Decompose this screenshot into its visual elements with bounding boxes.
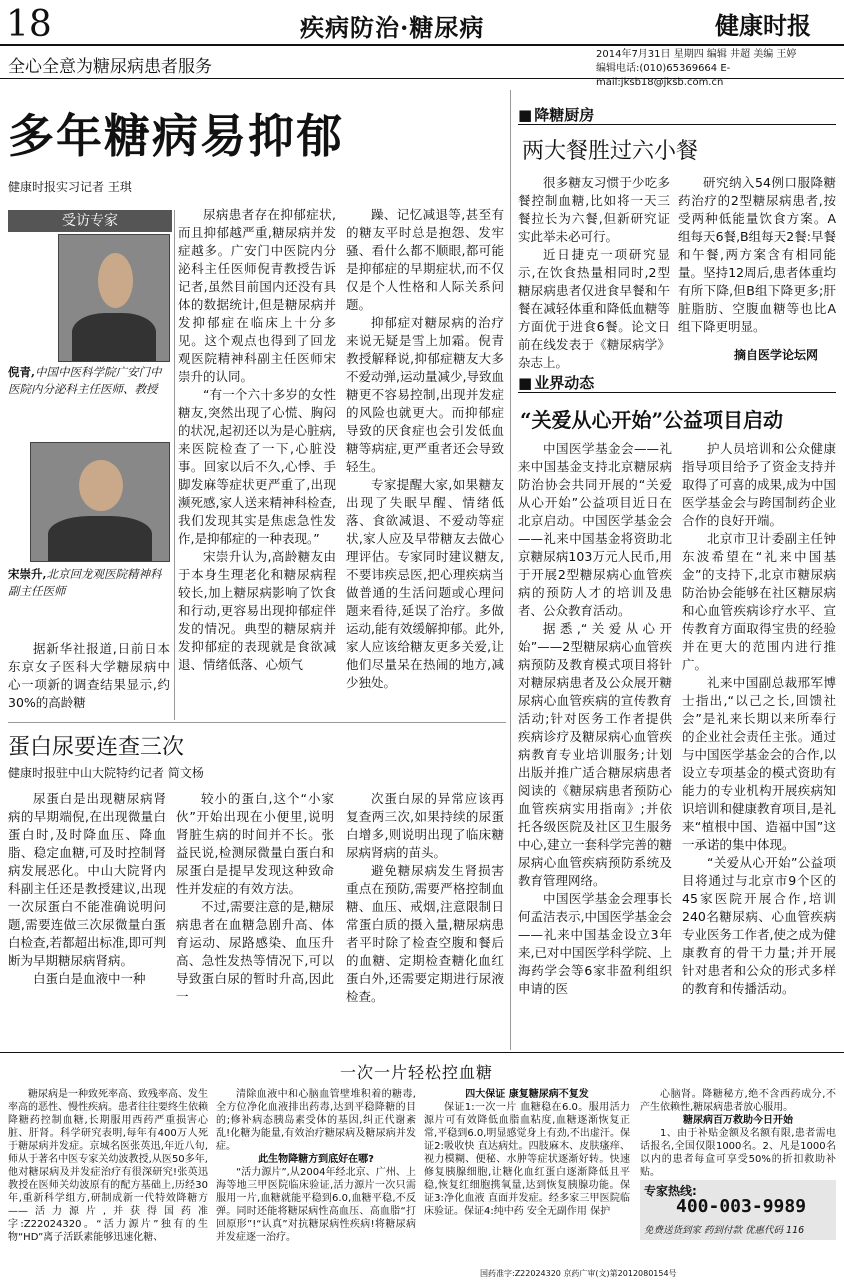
kitchen-col1: 很多糖友习惯于少吃多餐控制血糖,比如将一天三餐拉长为六餐,但新研究证实此举未必可行。 近日捷克一项研究显示,在饮食热量相同时,2型糖尿病患者仅进食早餐和午餐在减轻体重和降低血糖等方面优于进食6餐。论文日前在线发表于《糖尿病学》杂志上。 (518, 175, 670, 370)
industry-rule (518, 392, 836, 393)
section-rule (8, 722, 506, 723)
expert2-title: 北京回龙观医院精神科副主任医师 (8, 567, 162, 598)
kitchen-credit: 摘自医学论坛网 (734, 348, 819, 362)
protein-byline: 健康时报驻中山大院特约记者 简文杨 (8, 766, 204, 780)
hotline-box (640, 1180, 836, 1240)
ad-col3: 四大保证 康复糖尿病不复发 保证1:一次一片 血糖稳在6.0。服用活力源片可有效降低血脂血粘度,血糖逐渐恢复正常,平稳到6.0,明显感觉身上有劲,不出虚汗。保证2:吸收快 直达病灶。四肢麻木、皮肤瘙痒、视力模糊、便秘、水肿等症状逐渐好转。快速修复胰腺细胞,让糖化血红蛋白逐渐降低且平稳,恢复红细胞携氧量,达到恢复胰腺功能。保证3:净化血液 直面并发症。经多家三甲医院临床验证。保证4:纯中药 安全无副作用 保护 (424, 1089, 630, 1217)
expert-label: 受访专家 (8, 210, 172, 232)
main-col3: 躁、记忆减退等,甚至有的糖友平时总是抱怨、发牢骚、看什么都不顺眼,都可能是抑郁症的早期症状,而不仅仅是个人性格和人际关系问题。 抑郁症对糖尿病的治疗来说无疑是雪上加霜。倪青教授解释说,抑郁症糖友大多不爱动弹,运动量减少,导致血糖更不容易控制,出现并发症的风险也就更大。而抑郁症导致的厌食症也会引发低血糖等病症,更严重者还会导致轻生。 专家提醒大家,如果糖友出现了失眠早醒、情绪低落、食欲减退、不爱动等症状,家人应及早带糖友去做心理评估。专家同时建议糖友,不要讳疾忌医,把心理疾病当做普通的生活问题或心理问题来看待,延误了治疗。多做运动,能有效缓解抑郁。此外,家人应该给糖友更多关爱,让他们尽量呆在热闹的地方,减少独处。 (346, 207, 504, 690)
hotline-label: 专家热线: (644, 1184, 697, 1198)
ad-col4: 心脑肾。降糖秘方,绝不含西药成分,不产生依赖性,糖尿病患者放心服用。 糖尿病百万救助今日开始 1、由于补贴金额及名额有限,患者需电话报名,全国仅限1000名。2、凡是1000名以内的患者每盒可享受50%的折扣救助补贴。 (640, 1089, 836, 1178)
protein-headline: 蛋白尿要连查三次 (8, 735, 185, 760)
ad-rule (0, 1052, 844, 1053)
expert1-title: 中国中医科学院广安门中医院内分泌科主任医师、教授 (8, 365, 162, 396)
expert2-photo (30, 442, 170, 562)
section-title: 疾病防治·糖尿病 (300, 13, 485, 42)
protein-col1: 尿蛋白是出现糖尿病肾病的早期端倪,在出现微量白蛋白时,及时降血压、降血脂、稳定血糖,可及时控制肾病发展恶化。中山大院肾内科副主任还是教授建议,出现一次尿蛋白不能准确说明问题,需要连做三次尿微量白蛋白检查,若都超出标准,即可判断为早期糖尿病肾病。 白蛋白是血液中一种 (8, 791, 166, 986)
masthead-logo: 健康时报 (715, 11, 811, 40)
industry-col2: 护人员培训和公众健康指导项目给予了资金支持并取得了可喜的成果,成为中国医学基金会与跨国制药企业合作的良好开端。 北京市卫计委副主任钟东波希望在“礼来中国基金”的支持下,北京市糖尿病防治协会能够在社区糖尿病和心血管疾病诊疗水平、宣传教育方面取得宝贵的经验并在更大的范围内进行推广。 礼来中国副总裁邢军博士指出,“以己之长,回馈社会”是礼来长期以来所奉行的企业社会责任主张。通过与中国医学基金会的合作,以设立专项基金的模式资助有能力的专业机构开展疾病知识培训和健康教育项目,是礼来“植根中国、造福中国”这一承诺的集中体现。 “关爱从心开始”公益项目将通过与北京市9个区的45家医院开展合作,培训240名糖尿病、心血管疾病专业医务工作者,使之成为健康教育的骨干力量;并开展针对患者和公众的形式多样的教育和传播活动。 (682, 441, 836, 996)
ad-col2: 清除血液中和心脑血管壁堆积着的糖毒,全方位净化血液排出药毒,达到平稳降糖的目的;修补病态胰岛素受体的基因,纠正代谢紊乱!化糖为能量,有效治疗糖尿病及糖尿病并发症。 此生物降糖方到底好在哪? “活力源片”,从2004年经北京、广州、上海等地三甲医院临床验证,活力源片一次只需服用一片,血糖就能平稳到6.0,血糖平稳,不反弹。同时还能将糖尿病性高血压、高血脂“打回原形”!“认真”对抗糖尿病性疾病!将糖尿病并发症逐一治疗。 (216, 1089, 416, 1243)
kitchen-col2: 研究纳入54例口服降糖药治疗的2型糖尿病患者,按受两种低能量饮食方案。A组每天6餐,B组每天2餐:早餐和午餐,两方案含有相同能量。坚持12周后,患者体重均有所下降,但B组下降更多;肝脏脂肪、空腹血糖等也比A组下降更明显。 (678, 175, 836, 334)
expert1-name: 倪青, (8, 365, 36, 379)
header-rule-bottom (0, 78, 844, 79)
hotline-number: 400-003-9989 (676, 1196, 807, 1217)
header-rule (0, 44, 844, 46)
ad-col1: 糖尿病是一种致死率高、致残率高、发生率高的恶性、慢性疾病。患者往往要终生依赖降糖药控制血糖,长期服用西药严重损害心脏、肝肾。科学研究表明,每年有400万人死于糖尿病并发症。京城名医张英迅,年近八旬,师从于著名中医专家关幼波教授,从医50多年,他对糖尿病及并发症治疗有很深研究!张英迅教授在医师关幼波原有的配方基础上,历经30年,重新科学组方,研制成新一代特效降糖方——活力源片,并获得国药准字:Z22024320。“活力源片”独有的生物“HD”离子活跃素能够迅速化糖、 (8, 1089, 208, 1243)
ad-title: 一次一片轻松控血糖 (340, 1063, 494, 1082)
main-col1: 据新华社报道,日前日本东京女子医科大学糖尿病中心一项新的调查结果显示,约30%的高龄糖 (8, 641, 170, 710)
main-headline: 多年糖病易抑郁 (8, 109, 344, 163)
hotline-note: 免费送货到家 药到付款 优惠代码 116 (644, 1225, 805, 1236)
date-line: 2014年7月31日 星期四 编辑 井超 美编 王婷 (596, 49, 797, 60)
industry-title: “关爱从心开始”公益项目启动 (520, 408, 784, 432)
kitchen-title: 两大餐胜过六小餐 (522, 139, 699, 164)
slogan: 全心全意为糖尿病患者服务 (8, 57, 212, 77)
kitchen-section-label: ■ 降糖厨房 (518, 104, 594, 125)
date-info (596, 48, 844, 90)
industry-section-label: ■ 业界动态 (518, 372, 594, 393)
expert1-caption (8, 364, 172, 398)
expert2-name: 宋崇升, (8, 567, 47, 581)
protein-col3: 次蛋白尿的异常应该再复查两三次,如果持续的尿蛋白增多,则说明出现了临床糖尿病肾病的苗头。 避免糖尿病发生肾损害重点在预防,需要严格控制血糖、血压、戒烟,注意限制日常蛋白质的摄入量,糖尿病患者平时除了检查空腹和餐后的血糖、定期检查糖化血红蛋白外,还需要定期进行尿液检查。 (346, 791, 504, 1004)
main-byline: 健康时报实习记者 王琪 (8, 180, 132, 194)
column-rule (174, 210, 175, 720)
main-col2: 尿病患者存在抑郁症状,而且抑郁越严重,糖尿病并发症越多。广安门中医院内分泌科主任医师倪青教授告诉记者,虽然目前国内还没有具体的数据统计,但是糖尿病并发抑郁症在临床上十分多见。这个观点也得到了回龙观医院精神科副主任医师宋崇升的认同。 “有一个六十多岁的女性糖友,突然出现了心慌、胸闷的状况,起初还以为是心脏病,来医院检查了一下,心脏没事。回家以后不久,心悸、手脚发麻等症状更严重了,出现濒死感,家人送来精神科检查,我们发现其实是焦虑急性发作,是抑郁症的一种表现。” 宋崇升认为,高龄糖友由于本身生理老化和糖尿病程较长,加上糖尿病影响了饮食和行动,更容易出现抑郁症伴发的情况。典型的糖尿病并发抑郁症的表现就是食欲减退、情绪低落、心烦气 (178, 207, 336, 672)
page-number: 18 (6, 4, 52, 45)
expert2-caption (8, 566, 172, 600)
kitchen-rule (518, 124, 836, 125)
protein-col2: 较小的蛋白,这个“小家伙”开始出现在小便里,说明肾脏生病的时间并不长。张益民说,检测尿微量白蛋白和尿蛋白是提早发现这种致命性并发症的有效方法。 不过,需要注意的是,糖尿病患者在血糖急剧升高、体育运动、尿路感染、血压升高、急性发热等情况下,可以导致蛋白尿的暂时升高,因此一 (176, 791, 334, 1004)
page-column-divider (510, 90, 511, 1050)
contact-line: 编辑电话:(010)65369664 E-mail:jksb18@jksb.com.cn (596, 63, 731, 88)
ad-footer: 国药准字:Z22024320 京药广审(文)第2012080154号 (480, 1269, 677, 1278)
expert1-photo (58, 234, 170, 362)
industry-col1: 中国医学基金会——礼来中国基金支持北京糖尿病防治协会共同开展的“关爱从心开始”公益项目近日在北京启动。中国医学基金会——礼来中国基金将资助北京糖尿病103万元人民币,用于开展2型糖尿病心血管疾病的预防人才的培训及患者、公众教育活动。 据悉,“关爱从心开始”——2型糖尿病心血管疾病预防及教育模式项目将针对糖尿病患者及公众展开糖尿病心血管疾病的宣传教育活动;针对医务工作者提供疾病诊疗及糖尿病心血管疾病教育专业培训服务;计划出版并推广适合糖尿病患者阅读的《糖尿病患者预防心血管疾病实用指南》;并依托各级医院及社区卫生服务中心,建立一套科学完善的糖尿病心血管疾病预防系统及教育管理网络。 中国医学基金会理事长何孟洁表示,中国医学基金会——礼来中国基金设立3年来,已对中国医学科学院、上海药学会等6家非盈利组织申请的医 (518, 441, 672, 996)
